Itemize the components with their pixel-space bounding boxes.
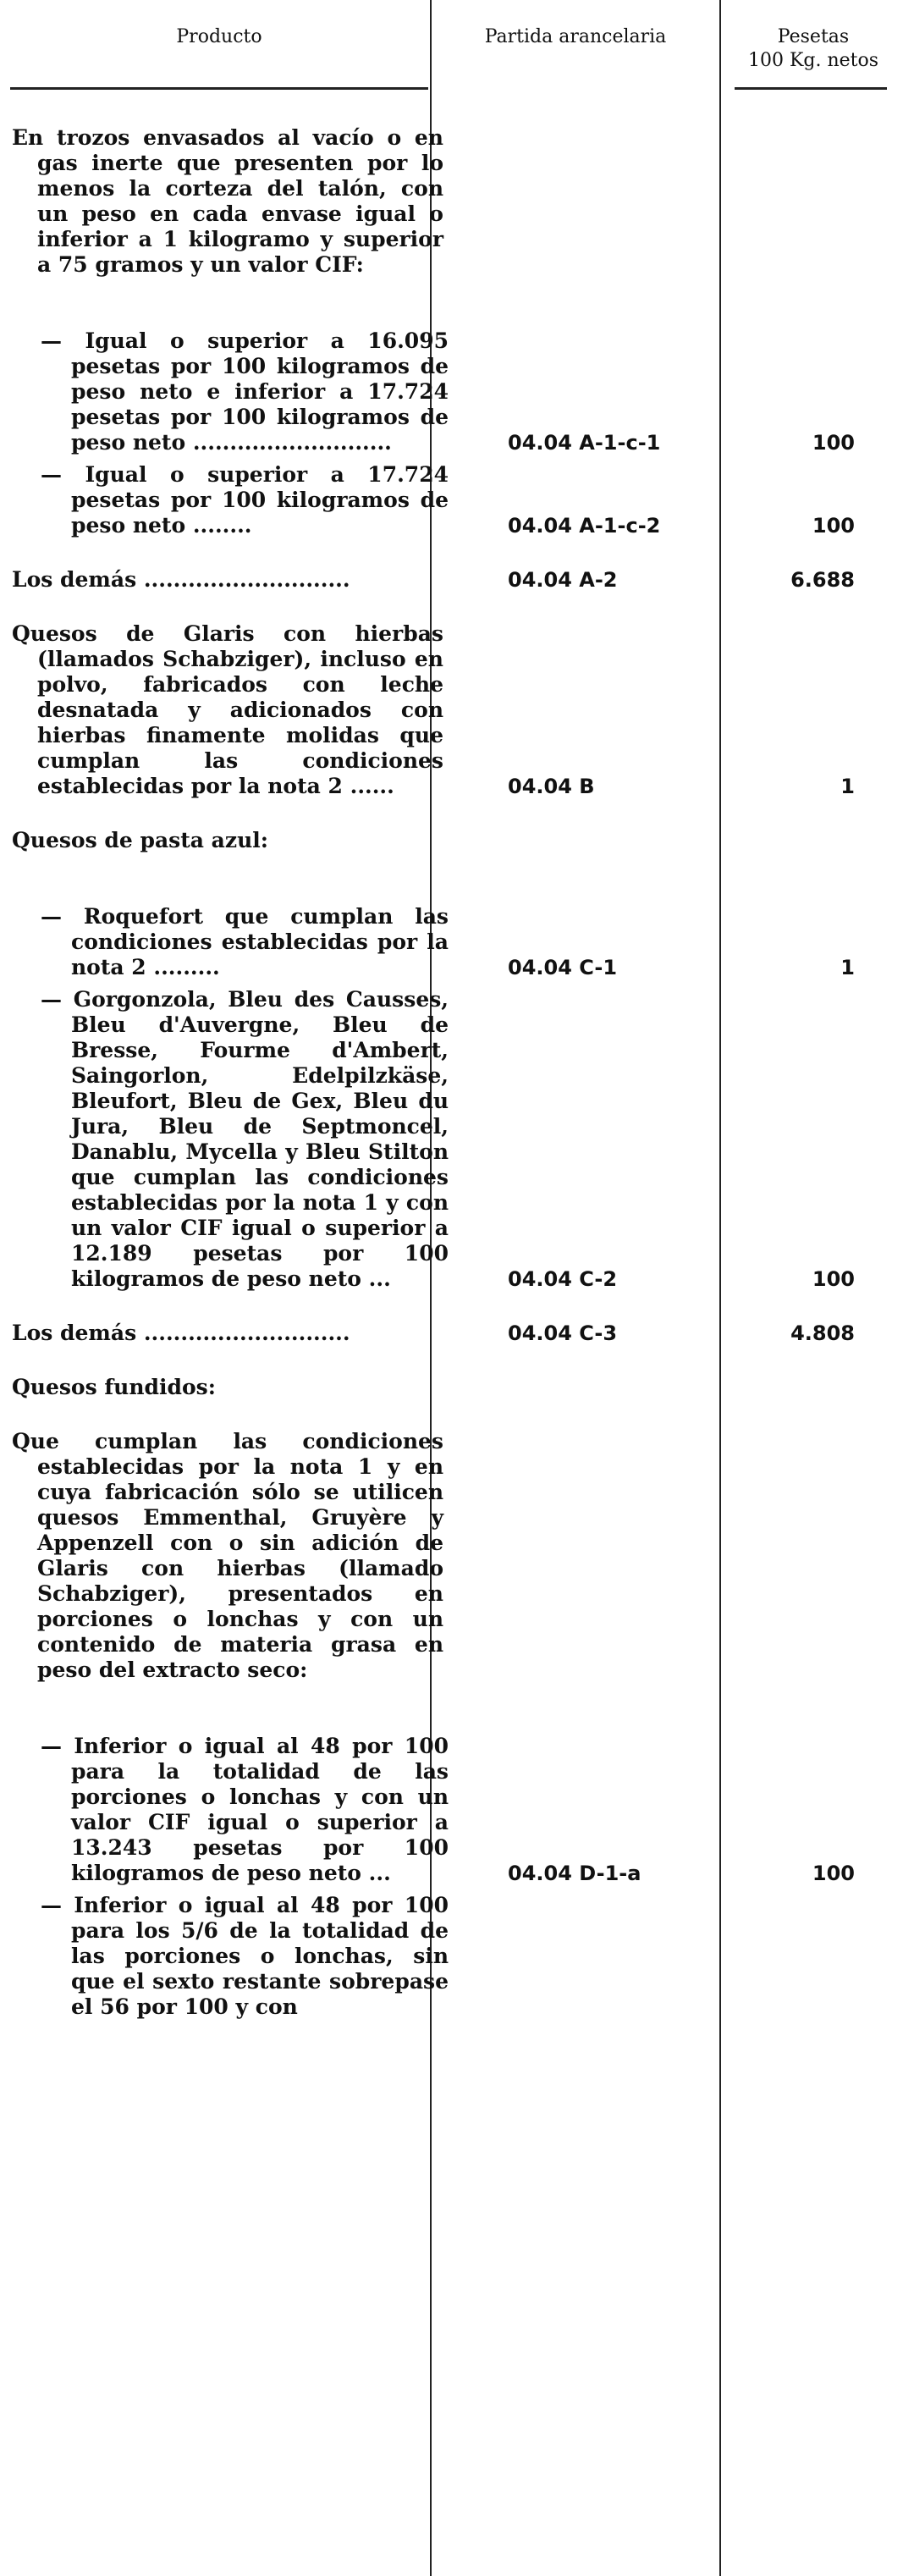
row-tariff-code: 04.04 D-1-a — [508, 1862, 641, 1885]
table-body — [0, 125, 914, 2049]
table-row — [0, 621, 914, 799]
row-description: Los demás ............................ — [12, 567, 350, 592]
header-producto: Producto — [176, 26, 262, 47]
row-value: 100 — [812, 514, 855, 538]
row-description: — Igual o superior a 16.095 pesetas por 100 kilogramos de peso neto e inferior a 17.724 pesetas por 100 kilogramos de peso neto ........................... — [41, 328, 449, 455]
row-description: Los demás ............................ — [12, 1321, 350, 1345]
header-partida: Partida arancelaria — [484, 26, 667, 47]
row-tariff-code: 04.04 B — [508, 775, 595, 798]
row-description: Quesos de pasta azul: — [12, 828, 268, 852]
table-row — [0, 1375, 914, 1400]
row-description: — Inferior o igual al 48 por 100 para la totalidad de las porciones o lonchas y con un valor CIF igual o superior a 13.243 pesetas por 100 kilogramos de peso neto ... — [41, 1734, 449, 1885]
table-row — [0, 328, 914, 455]
row-description: — Gorgonzola, Bleu des Causses, Bleu d'Auvergne, Bleu de Bresse, Fourme d'Ambert, Saingorlon, Edelpilzkäse, Bleufort, Bleu de Gex, Bleu du Jura, Bleu de Septmoncel, Danablu, Mycella y Bleu Stilton que cumplan las condiciones establecidas por la nota 1 y con un valor CIF igual o superior a 12.189 pesetas por 100 kilogramos de peso neto ... — [41, 987, 449, 1291]
header-pesetas — [724, 25, 902, 73]
header-rule-producto — [10, 87, 428, 90]
table-row — [0, 125, 914, 278]
row-tariff-code: 04.04 A-1-c-1 — [508, 431, 661, 455]
row-value: 100 — [812, 1267, 855, 1291]
table-row — [0, 987, 914, 1292]
row-description: — Roquefort que cumplan las condiciones establecidas por la nota 2 ......... — [41, 904, 449, 979]
header-pesetas-line1: Pesetas — [777, 26, 850, 47]
table-row — [0, 1734, 914, 1886]
row-description: Que cumplan las condiciones establecidas por la nota 1 y en cuya fabricación sólo se utilicen quesos Emmenthal, Gruyère y Appenzell con o sin adición de Glaris con hierbas (llamado Schabziger), presentados en porciones o lonchas y con un contenido de materia grasa en peso del extracto seco: — [12, 1429, 443, 1682]
row-tariff-code: 04.04 C-1 — [508, 956, 618, 979]
table-row — [0, 1321, 914, 1346]
row-description: — Inferior o igual al 48 por 100 para los 5/6 de la totalidad de las porciones o lonchas, sin que el sexto restante sobrepase el 56 por 100 y con — [41, 1893, 449, 2019]
row-value: 4.808 — [790, 1321, 855, 1345]
table-row — [0, 1893, 914, 2020]
row-description: — Igual o superior a 17.724 pesetas por 100 kilogramos de peso neto ........ — [41, 462, 449, 538]
header-pesetas-line2: 100 Kg. netos — [747, 50, 879, 71]
table-row — [0, 1429, 914, 1683]
table-row — [0, 462, 914, 538]
row-value: 100 — [812, 1862, 855, 1885]
row-description: En trozos envasados al vacío o en gas inerte que presenten por lo menos la corteza del talón, con un peso en cada envase igual o inferior a 1 kilogramo y superior a 75 gramos y un valor CIF: — [12, 125, 443, 277]
row-tariff-code: 04.04 C-3 — [508, 1321, 618, 1345]
row-tariff-code: 04.04 A-2 — [508, 568, 618, 592]
row-value: 6.688 — [790, 568, 855, 592]
table-row — [0, 828, 914, 853]
header-rule-pesetas — [735, 87, 887, 90]
row-tariff-code: 04.04 A-1-c-2 — [508, 514, 661, 538]
row-description: Quesos fundidos: — [12, 1375, 216, 1399]
row-value: 1 — [840, 775, 855, 798]
row-value: 1 — [840, 956, 855, 979]
row-description: Quesos de Glaris con hierbas (llamados Schabziger), incluso en polvo, fabricados con leche desnatada y adicionados con hierbas finamente molidas que cumplan las condiciones establecidas por la nota 2 ...... — [12, 621, 443, 798]
row-value: 100 — [812, 431, 855, 455]
row-tariff-code: 04.04 C-2 — [508, 1267, 618, 1291]
table-row — [0, 567, 914, 593]
table-row — [0, 904, 914, 980]
